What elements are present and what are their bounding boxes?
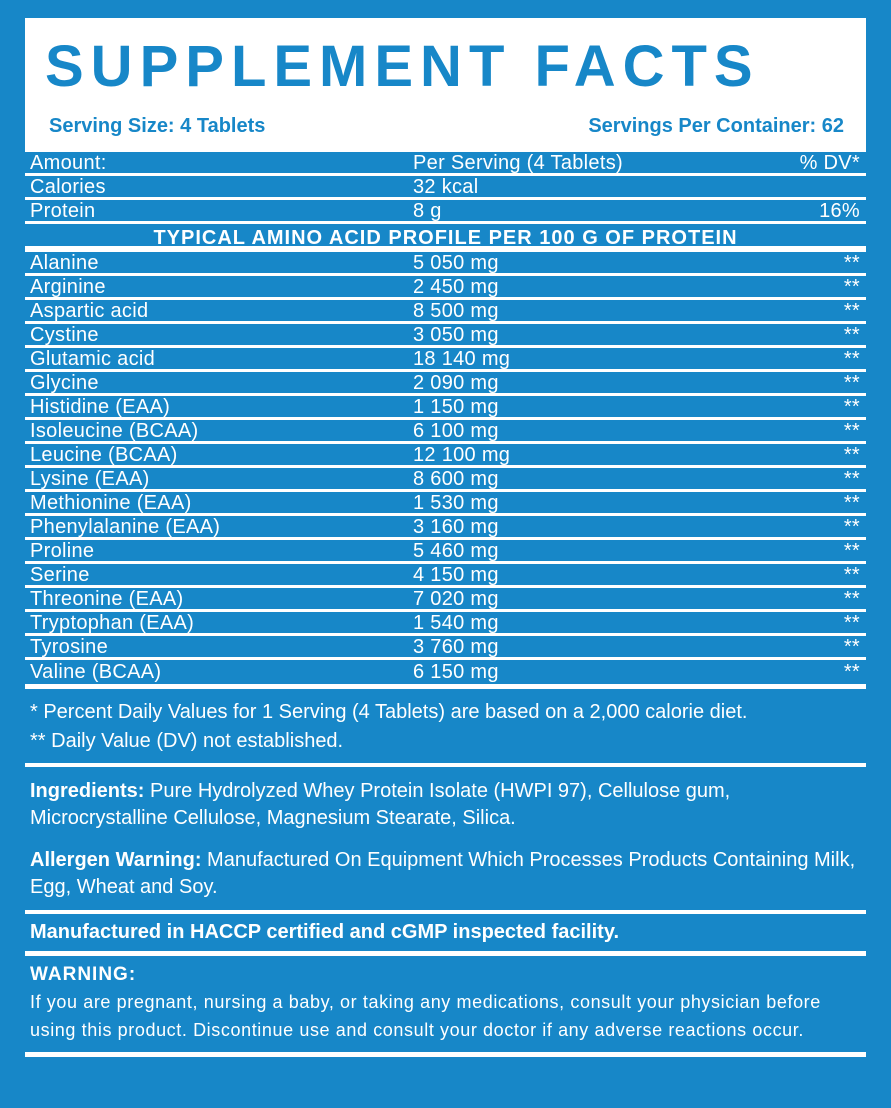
summary-rows: [25, 176, 866, 224]
table-row: [25, 324, 866, 348]
amino-value: 6 100 mg: [413, 420, 499, 442]
table-row: [25, 348, 866, 372]
amino-dv: **: [843, 300, 860, 322]
table-row: [25, 492, 866, 516]
amino-name: Proline: [30, 540, 95, 562]
table-row: [25, 176, 866, 200]
table-row: [25, 564, 866, 588]
dv-not-established-footnote: ** Daily Value (DV) not established.: [30, 730, 344, 752]
table-row: [25, 636, 866, 660]
amino-dv: **: [843, 564, 860, 586]
table-row: [25, 300, 866, 324]
amino-value: 8 600 mg: [413, 468, 499, 490]
per-serving-column-header: Per Serving (4 Tablets): [413, 152, 623, 174]
amino-dv: **: [843, 252, 860, 274]
dv-column-header: % DV*: [799, 152, 860, 174]
amino-name: Cystine: [30, 324, 99, 346]
nutrient-value: 8 g: [413, 200, 442, 222]
warning-label: WARNING:: [30, 964, 137, 985]
amino-name: Aspartic acid: [30, 300, 149, 322]
serving-info-row: [25, 115, 866, 138]
table-row: [25, 612, 866, 636]
amino-name: Leucine (BCAA): [30, 444, 178, 466]
amino-name: Serine: [30, 564, 90, 586]
amino-name: Tryptophan (EAA): [30, 612, 195, 634]
amino-name: Isoleucine (BCAA): [30, 420, 199, 442]
table-row: [25, 468, 866, 492]
ingredients-label: Ingredients:: [30, 780, 145, 802]
header-panel: [25, 18, 866, 152]
amino-name: Phenylalanine (EAA): [30, 516, 221, 538]
amino-dv: **: [843, 276, 860, 298]
divider: [25, 1052, 866, 1057]
table-row: [25, 200, 866, 224]
summary-header-row: [25, 152, 866, 176]
footnotes: [25, 689, 866, 763]
table-row: [25, 588, 866, 612]
table-row: [25, 660, 866, 684]
amino-dv: **: [843, 324, 860, 346]
allergen-text: Manufactured On Equipment Which Processes Products Containing Milk, Egg, Wheat and Soy.: [30, 849, 856, 898]
page-title: SUPPLEMENT FACTS: [45, 34, 760, 99]
amino-dv: **: [843, 492, 860, 514]
amino-value: 5 050 mg: [413, 252, 499, 274]
amino-value: 18 140 mg: [413, 348, 511, 370]
amino-dv: **: [843, 636, 860, 658]
amino-name: Histidine (EAA): [30, 396, 171, 418]
amino-name: Valine (BCAA): [30, 660, 162, 683]
amino-dv: **: [843, 588, 860, 610]
table-row: [25, 396, 866, 420]
table-row: [25, 252, 866, 276]
amino-name: Tyrosine: [30, 636, 108, 658]
amount-column-header: Amount:: [30, 152, 107, 174]
warning-section: [25, 956, 866, 1052]
amino-dv: **: [843, 420, 860, 442]
amino-value: 12 100 mg: [413, 444, 511, 466]
divider: [25, 763, 866, 767]
facility-note: Manufactured in HACCP certified and cGMP inspected facility.: [30, 921, 620, 943]
amino-value: 4 150 mg: [413, 564, 499, 586]
table-row: [25, 444, 866, 468]
amino-name: Methionine (EAA): [30, 492, 192, 514]
amino-name: Lysine (EAA): [30, 468, 150, 490]
amino-value: 3 160 mg: [413, 516, 499, 538]
nutrient-value: 32 kcal: [413, 176, 479, 198]
amino-profile-heading: TYPICAL AMINO ACID PROFILE PER 100 G OF PROTEIN: [25, 224, 866, 252]
amino-name: Glycine: [30, 372, 99, 394]
allergen-label: Allergen Warning:: [30, 849, 202, 871]
warning-text: If you are pregnant, nursing a baby, or taking any medications, consult your physician before using this product. Discontinue use and consult your doctor if any adverse reactions occur.: [30, 992, 821, 1040]
amino-value: 2 450 mg: [413, 276, 499, 298]
amino-name: Arginine: [30, 276, 106, 298]
amino-name: Threonine (EAA): [30, 588, 184, 610]
table-row: [25, 420, 866, 444]
nutrient-name: Calories: [30, 176, 106, 198]
servings-per-container-text: Servings Per Container: 62: [588, 115, 844, 137]
amino-dv: **: [843, 660, 860, 683]
amino-value: 3 050 mg: [413, 324, 499, 346]
amino-dv: **: [843, 372, 860, 394]
amino-value: 6 150 mg: [413, 660, 499, 683]
amino-name: Glutamic acid: [30, 348, 156, 370]
ingredients-text: Pure Hydrolyzed Whey Protein Isolate (HWPI 97), Cellulose gum, Microcrystalline Cellulose, Magnesium Stearate, Silica.: [30, 780, 731, 829]
amino-value: 2 090 mg: [413, 372, 499, 394]
allergen-paragraph: [25, 847, 866, 901]
amino-value: 8 500 mg: [413, 300, 499, 322]
table-row: [25, 276, 866, 300]
amino-value: 7 020 mg: [413, 588, 499, 610]
serving-size-text: Serving Size: 4 Tablets: [49, 115, 266, 137]
amino-value: 1 150 mg: [413, 396, 499, 418]
summary-table: [25, 152, 866, 224]
ingredients-paragraph: [25, 778, 866, 832]
amino-dv: **: [843, 348, 860, 370]
amino-dv: **: [843, 396, 860, 418]
nutrient-dv: 16%: [819, 200, 860, 222]
amino-profile-table: [25, 252, 866, 684]
amino-value: 3 760 mg: [413, 636, 499, 658]
amino-value: 5 460 mg: [413, 540, 499, 562]
table-row: [25, 372, 866, 396]
amino-dv: **: [843, 468, 860, 490]
amino-value: 1 540 mg: [413, 612, 499, 634]
table-row: [25, 516, 866, 540]
nutrient-name: Protein: [30, 200, 96, 222]
amino-dv: **: [843, 516, 860, 538]
amino-dv: **: [843, 540, 860, 562]
amino-dv: **: [843, 612, 860, 634]
table-row: [25, 540, 866, 564]
amino-value: 1 530 mg: [413, 492, 499, 514]
amino-dv: **: [843, 444, 860, 466]
percent-dv-footnote: * Percent Daily Values for 1 Serving (4 Tablets) are based on a 2,000 calorie diet.: [30, 701, 748, 723]
amino-name: Alanine: [30, 252, 99, 274]
